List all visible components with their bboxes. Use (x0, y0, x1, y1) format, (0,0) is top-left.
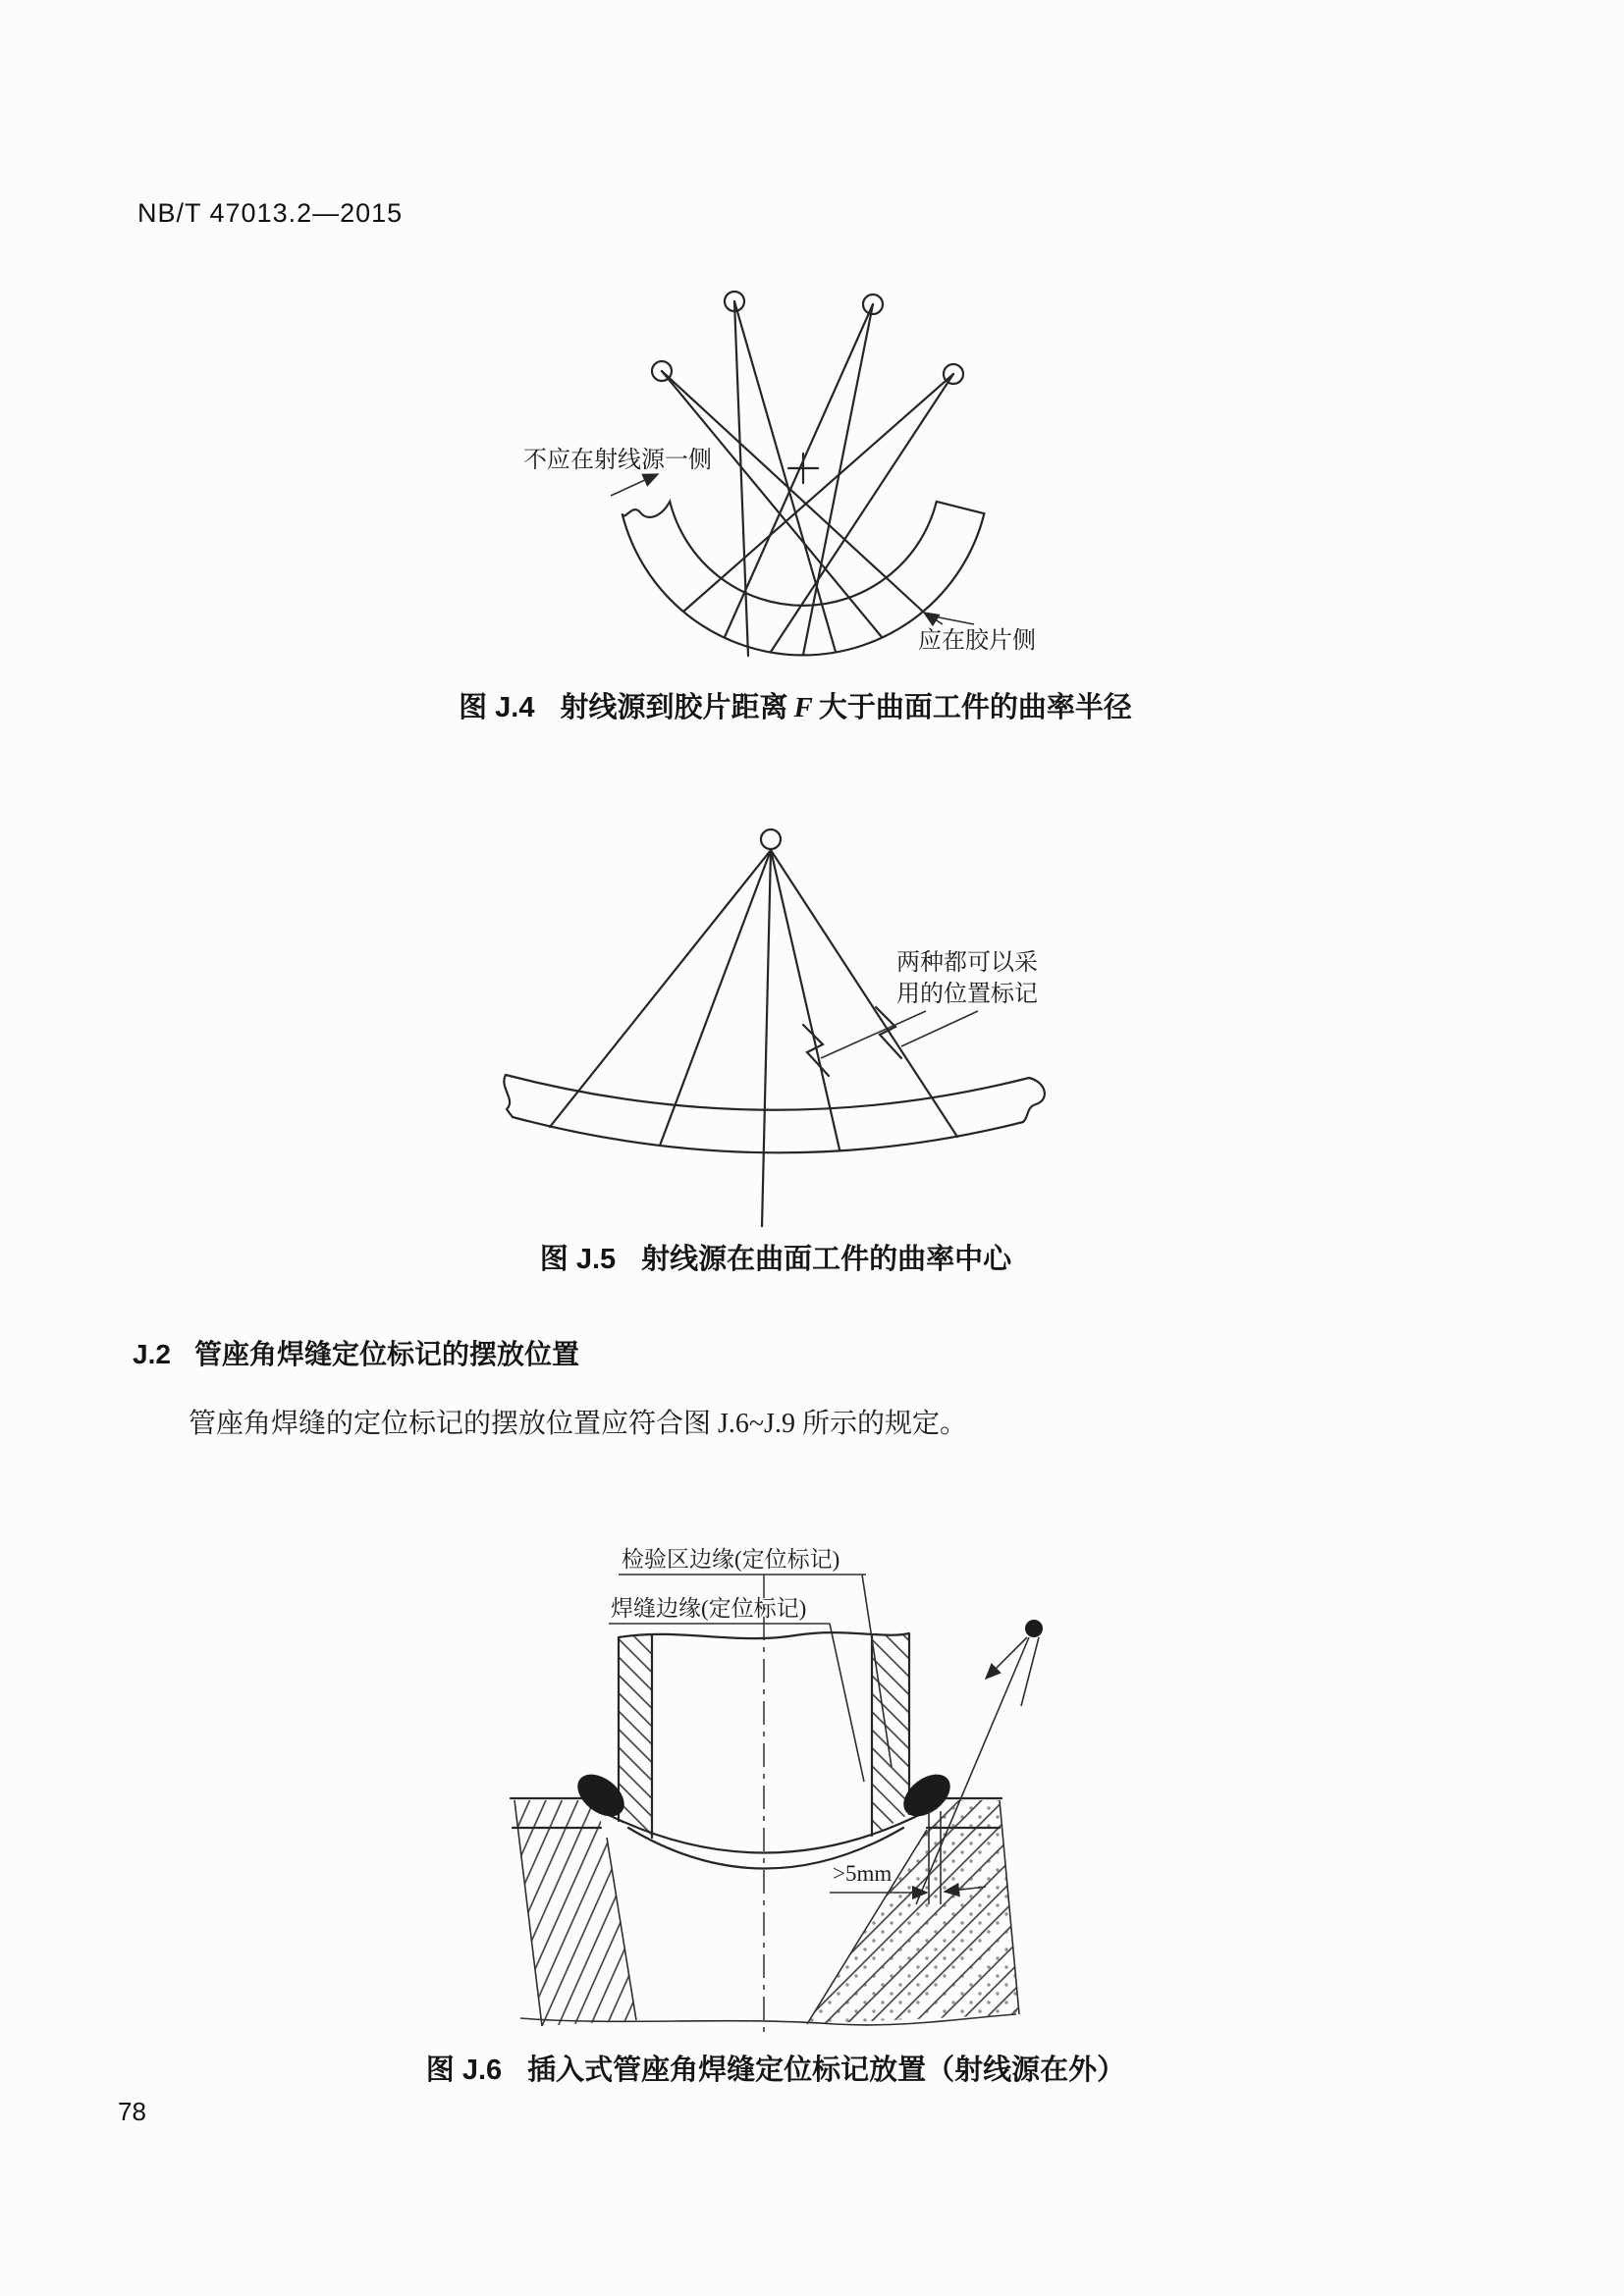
figure-j4-caption: 图 J.4 射线源到胶片距离 F 大于曲面工件的曲率半径 (459, 692, 1132, 723)
figure-j5-caption: 图 J.5 射线源在曲面工件的曲率中心 (539, 1244, 1012, 1275)
section-j2-paragraph: 管座角焊缝的定位标记的摆放位置应符合图 J.6~J.9 所示的规定。 (189, 1409, 967, 1439)
curvature-center-cross (788, 454, 818, 483)
symbol-F: F (793, 692, 813, 723)
figure-j4-number: 图 J.4 (459, 692, 535, 723)
label-on-film-side: 应在胶片侧 (918, 628, 1036, 654)
label-not-on-source-side: 不应在射线源一侧 (523, 448, 712, 473)
figure-j6-number: 图 J.6 (425, 2055, 503, 2086)
dimension-5mm-text: >5mm (833, 1861, 893, 1886)
figure-j5-number: 图 J.5 (539, 1244, 617, 1275)
label-weld-edge: 焊缝边缘(定位标记) (611, 1596, 807, 1621)
leader-weld-edge (830, 1624, 864, 1782)
radiation-source-point-j5 (761, 829, 781, 849)
position-mark-symbols (803, 1007, 901, 1076)
page-number: 78 (118, 2097, 146, 2126)
shell-section-right (807, 1800, 1019, 2024)
label-exam-zone-edge: 检验区边缘(定位标记) (622, 1547, 840, 1572)
label-position-marks-line1: 两种都可以采 (896, 950, 1038, 976)
leader-lines-position-marks (821, 1011, 978, 1058)
leader-arrow-film-side (924, 613, 974, 624)
label-position-marks-line2: 用的位置标记 (896, 982, 1038, 1007)
figure-j4-drawing (412, 275, 1100, 697)
figure-j6-caption: 图 J.6 插入式管座角焊缝定位标记放置（射线源在外） (425, 2055, 1126, 2086)
figure-j6-drawing (393, 1512, 1119, 2042)
figure-j5-drawing (471, 815, 1080, 1227)
shell-section-left (514, 1800, 636, 2026)
section-j2-number: J.2 (133, 1339, 171, 1369)
curved-workpiece-j5 (504, 1075, 1045, 1152)
document-number-header: NB/T 47013.2—2015 (137, 198, 404, 228)
section-j2-title: 管座角焊缝定位标记的摆放位置 (193, 1339, 579, 1369)
leader-arrow-source-side (611, 474, 658, 496)
radiation-beams-j5 (550, 850, 957, 1227)
section-j2-heading (133, 1333, 579, 1372)
radiation-beams-j4 (662, 301, 953, 656)
radiation-source-points (652, 292, 963, 384)
